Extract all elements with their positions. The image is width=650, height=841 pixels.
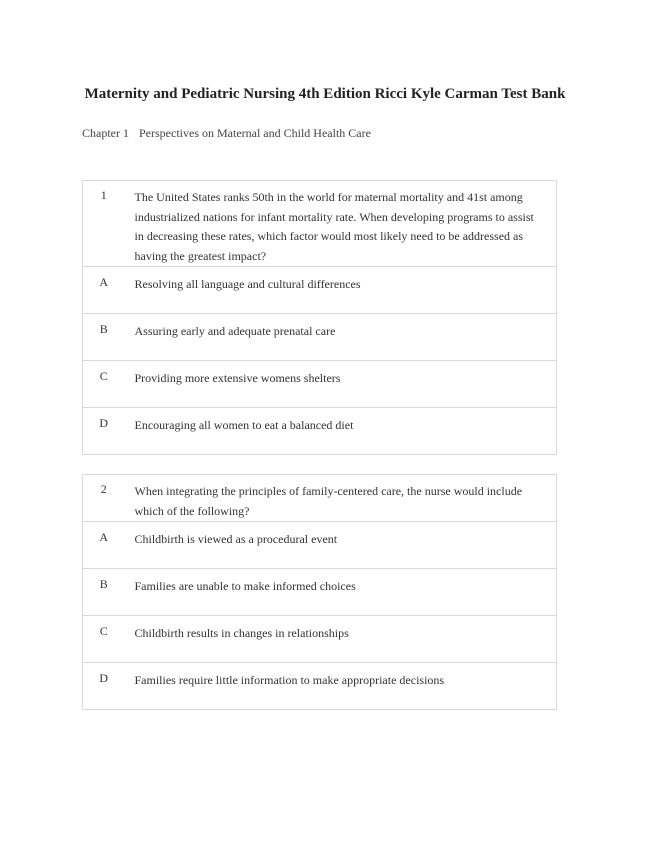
option-letter: C [83, 616, 135, 663]
option-text: Encouraging all women to eat a balanced diet [135, 408, 557, 455]
question-table-2 [82, 474, 557, 710]
option-text: Childbirth is viewed as a procedural event [135, 522, 557, 569]
option-row [83, 522, 557, 569]
chapter-name: Perspectives on Maternal and Child Health Care [139, 126, 371, 140]
option-row [83, 569, 557, 616]
question-number: 1 [83, 181, 135, 267]
option-letter: A [83, 267, 135, 314]
option-row [83, 314, 557, 361]
option-letter: B [83, 314, 135, 361]
option-letter: B [83, 569, 135, 616]
option-row [83, 361, 557, 408]
question-number: 2 [83, 475, 135, 522]
option-text: Assuring early and adequate prenatal care [135, 314, 557, 361]
option-letter: C [83, 361, 135, 408]
question-stem-row [83, 181, 557, 267]
option-text: Families are unable to make informed choices [135, 569, 557, 616]
question-stem-row [83, 475, 557, 522]
option-letter: D [83, 663, 135, 710]
option-text: Resolving all language and cultural differences [135, 267, 557, 314]
question-text: When integrating the principles of family-centered care, the nurse would include which of the following? [135, 475, 557, 522]
chapter-label: Chapter 1 [82, 126, 129, 140]
option-text: Providing more extensive womens shelters [135, 361, 557, 408]
option-row [83, 408, 557, 455]
question-text: The United States ranks 50th in the world for maternal mortality and 41st among industrialized nations for infant mortality rate. When developing programs to assist in decreasing these rates, which factor would most likely need to be addressed as having the greatest impact? [135, 181, 557, 267]
question-table-1 [82, 180, 557, 455]
page-title: Maternity and Pediatric Nursing 4th Edition Ricci Kyle Carman Test Bank [84, 86, 566, 102]
option-text: Families require little information to make appropriate decisions [135, 663, 557, 710]
option-row [83, 267, 557, 314]
option-letter: D [83, 408, 135, 455]
chapter-heading [82, 126, 371, 141]
option-row [83, 616, 557, 663]
option-letter: A [83, 522, 135, 569]
option-row [83, 663, 557, 710]
option-text: Childbirth results in changes in relationships [135, 616, 557, 663]
